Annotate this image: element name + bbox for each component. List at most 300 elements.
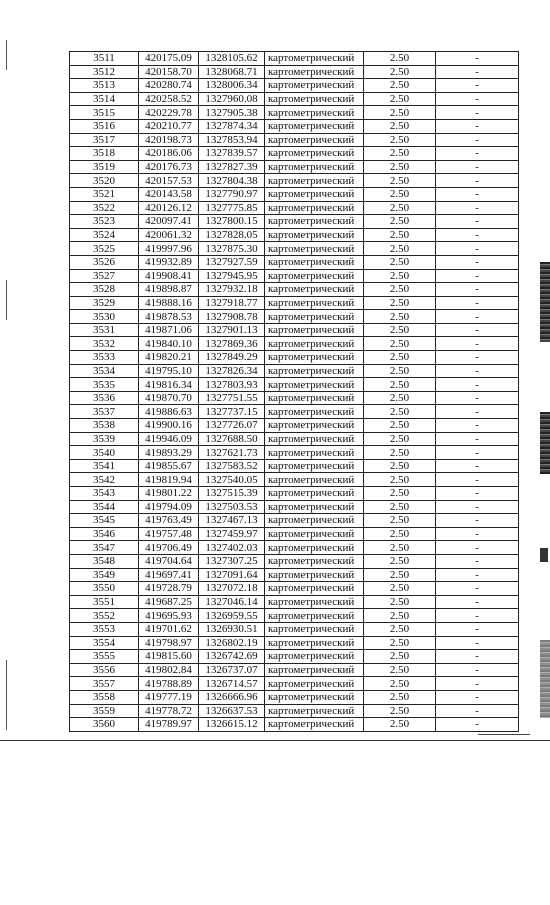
cell-method: картометрический xyxy=(265,391,364,405)
cell-method: картометрический xyxy=(265,636,364,650)
cell-point-number: 3535 xyxy=(70,378,139,392)
cell-accuracy: 2.50 xyxy=(364,554,436,568)
cell-point-number: 3525 xyxy=(70,242,139,256)
cell-x-coordinate: 420158.70 xyxy=(139,65,199,79)
cell-y-coordinate: 1327828.05 xyxy=(199,228,265,242)
cell-accuracy: 2.50 xyxy=(364,527,436,541)
cell-x-coordinate: 419816.34 xyxy=(139,378,199,392)
cell-y-coordinate: 1327918.77 xyxy=(199,296,265,310)
cell-x-coordinate: 419855.67 xyxy=(139,459,199,473)
cell-point-number: 3526 xyxy=(70,255,139,269)
cell-method: картометрический xyxy=(265,92,364,106)
cell-x-coordinate: 420126.12 xyxy=(139,201,199,215)
cell-accuracy: 2.50 xyxy=(364,52,436,66)
cell-y-coordinate: 1327515.39 xyxy=(199,487,265,501)
cell-note: - xyxy=(436,79,519,93)
cell-x-coordinate: 419763.49 xyxy=(139,514,199,528)
cell-x-coordinate: 420143.58 xyxy=(139,187,199,201)
cell-accuracy: 2.50 xyxy=(364,351,436,365)
table-row xyxy=(70,500,519,514)
cell-point-number: 3548 xyxy=(70,554,139,568)
cell-point-number: 3520 xyxy=(70,174,139,188)
cell-point-number: 3546 xyxy=(70,527,139,541)
cell-accuracy: 2.50 xyxy=(364,690,436,704)
cell-accuracy: 2.50 xyxy=(364,201,436,215)
cell-note: - xyxy=(436,147,519,161)
table-row xyxy=(70,133,519,147)
cell-x-coordinate: 419695.93 xyxy=(139,609,199,623)
cell-accuracy: 2.50 xyxy=(364,242,436,256)
cell-note: - xyxy=(436,310,519,324)
cell-accuracy: 2.50 xyxy=(364,391,436,405)
table-row xyxy=(70,79,519,93)
cell-method: картометрический xyxy=(265,419,364,433)
cell-method: картометрический xyxy=(265,337,364,351)
cell-note: - xyxy=(436,65,519,79)
table-row xyxy=(70,527,519,541)
cell-x-coordinate: 420198.73 xyxy=(139,133,199,147)
cell-note: - xyxy=(436,432,519,446)
cell-note: - xyxy=(436,419,519,433)
table-row xyxy=(70,690,519,704)
cell-x-coordinate: 419701.62 xyxy=(139,622,199,636)
cell-y-coordinate: 1327908.78 xyxy=(199,310,265,324)
table-row xyxy=(70,215,519,229)
cell-method: картометрический xyxy=(265,459,364,473)
cell-y-coordinate: 1327540.05 xyxy=(199,473,265,487)
table-row xyxy=(70,65,519,79)
cell-point-number: 3549 xyxy=(70,568,139,582)
cell-accuracy: 2.50 xyxy=(364,677,436,691)
table-row xyxy=(70,351,519,365)
cell-y-coordinate: 1327046.14 xyxy=(199,595,265,609)
cell-method: картометрический xyxy=(265,174,364,188)
cell-y-coordinate: 1327869.36 xyxy=(199,337,265,351)
cell-y-coordinate: 1327905.38 xyxy=(199,106,265,120)
table-row xyxy=(70,364,519,378)
cell-y-coordinate: 1327945.95 xyxy=(199,269,265,283)
cell-method: картометрический xyxy=(265,228,364,242)
cell-y-coordinate: 1328006.34 xyxy=(199,79,265,93)
table-row xyxy=(70,405,519,419)
cell-accuracy: 2.50 xyxy=(364,446,436,460)
cell-x-coordinate: 420258.52 xyxy=(139,92,199,106)
table-row xyxy=(70,432,519,446)
cell-y-coordinate: 1327467.13 xyxy=(199,514,265,528)
cell-point-number: 3553 xyxy=(70,622,139,636)
cell-method: картометрический xyxy=(265,133,364,147)
cell-x-coordinate: 419778.72 xyxy=(139,704,199,718)
table-row xyxy=(70,568,519,582)
cell-x-coordinate: 419687.25 xyxy=(139,595,199,609)
table-row xyxy=(70,419,519,433)
cell-accuracy: 2.50 xyxy=(364,595,436,609)
cell-method: картометрический xyxy=(265,160,364,174)
cell-y-coordinate: 1326737.07 xyxy=(199,663,265,677)
cell-accuracy: 2.50 xyxy=(364,296,436,310)
cell-accuracy: 2.50 xyxy=(364,473,436,487)
cell-note: - xyxy=(436,323,519,337)
cell-x-coordinate: 420157.53 xyxy=(139,174,199,188)
table-row xyxy=(70,718,519,732)
cell-accuracy: 2.50 xyxy=(364,79,436,93)
cell-x-coordinate: 419819.94 xyxy=(139,473,199,487)
cell-method: картометрический xyxy=(265,650,364,664)
cell-method: картометрический xyxy=(265,595,364,609)
cell-accuracy: 2.50 xyxy=(364,609,436,623)
cell-y-coordinate: 1327853.94 xyxy=(199,133,265,147)
table-row xyxy=(70,255,519,269)
cell-point-number: 3543 xyxy=(70,487,139,501)
page-divider xyxy=(0,740,550,741)
cell-y-coordinate: 1327726.07 xyxy=(199,419,265,433)
cell-method: картометрический xyxy=(265,364,364,378)
cell-accuracy: 2.50 xyxy=(364,364,436,378)
cell-note: - xyxy=(436,364,519,378)
cell-x-coordinate: 419870.70 xyxy=(139,391,199,405)
cell-note: - xyxy=(436,269,519,283)
coordinates-table-body xyxy=(70,52,519,732)
cell-method: картометрический xyxy=(265,541,364,555)
cell-note: - xyxy=(436,663,519,677)
cell-note: - xyxy=(436,554,519,568)
cell-y-coordinate: 1326742.69 xyxy=(199,650,265,664)
cell-note: - xyxy=(436,677,519,691)
cell-y-coordinate: 1327827.39 xyxy=(199,160,265,174)
cell-method: картометрический xyxy=(265,255,364,269)
cell-note: - xyxy=(436,622,519,636)
cell-y-coordinate: 1327849.29 xyxy=(199,351,265,365)
cell-point-number: 3517 xyxy=(70,133,139,147)
table-row xyxy=(70,160,519,174)
cell-accuracy: 2.50 xyxy=(364,514,436,528)
cell-y-coordinate: 1326666.96 xyxy=(199,690,265,704)
cell-method: картометрический xyxy=(265,351,364,365)
cell-y-coordinate: 1326637.53 xyxy=(199,704,265,718)
cell-note: - xyxy=(436,174,519,188)
table-row xyxy=(70,174,519,188)
cell-y-coordinate: 1327901.13 xyxy=(199,323,265,337)
cell-method: картометрический xyxy=(265,432,364,446)
cell-y-coordinate: 1327874.34 xyxy=(199,119,265,133)
cell-y-coordinate: 1327775.85 xyxy=(199,201,265,215)
cell-point-number: 3534 xyxy=(70,364,139,378)
cell-point-number: 3537 xyxy=(70,405,139,419)
cell-method: картометрический xyxy=(265,296,364,310)
cell-note: - xyxy=(436,473,519,487)
cell-y-coordinate: 1327932.18 xyxy=(199,283,265,297)
table-row xyxy=(70,242,519,256)
cell-note: - xyxy=(436,187,519,201)
cell-accuracy: 2.50 xyxy=(364,255,436,269)
table-row xyxy=(70,106,519,120)
cell-accuracy: 2.50 xyxy=(364,459,436,473)
cell-note: - xyxy=(436,582,519,596)
cell-x-coordinate: 420186.06 xyxy=(139,147,199,161)
cell-y-coordinate: 1327402.03 xyxy=(199,541,265,555)
cell-method: картометрический xyxy=(265,514,364,528)
cell-accuracy: 2.50 xyxy=(364,160,436,174)
table-row xyxy=(70,391,519,405)
table-row xyxy=(70,323,519,337)
cell-method: картометрический xyxy=(265,704,364,718)
cell-point-number: 3541 xyxy=(70,459,139,473)
cell-y-coordinate: 1327790.97 xyxy=(199,187,265,201)
table-row xyxy=(70,147,519,161)
table-row xyxy=(70,228,519,242)
cell-method: картометрический xyxy=(265,79,364,93)
cell-point-number: 3545 xyxy=(70,514,139,528)
table-row xyxy=(70,663,519,677)
cell-point-number: 3518 xyxy=(70,147,139,161)
cell-x-coordinate: 419932.89 xyxy=(139,255,199,269)
cell-x-coordinate: 419886.63 xyxy=(139,405,199,419)
cell-x-coordinate: 420229.78 xyxy=(139,106,199,120)
cell-point-number: 3533 xyxy=(70,351,139,365)
cell-y-coordinate: 1326802.19 xyxy=(199,636,265,650)
scan-margin-mark xyxy=(6,280,7,320)
cell-point-number: 3556 xyxy=(70,663,139,677)
cell-x-coordinate: 420175.09 xyxy=(139,52,199,66)
cell-method: картометрический xyxy=(265,487,364,501)
cell-accuracy: 2.50 xyxy=(364,378,436,392)
cell-point-number: 3551 xyxy=(70,595,139,609)
cell-point-number: 3547 xyxy=(70,541,139,555)
cell-point-number: 3513 xyxy=(70,79,139,93)
cell-accuracy: 2.50 xyxy=(364,541,436,555)
cell-x-coordinate: 420061.32 xyxy=(139,228,199,242)
cell-accuracy: 2.50 xyxy=(364,622,436,636)
cell-y-coordinate: 1327804.38 xyxy=(199,174,265,188)
cell-method: картометрический xyxy=(265,52,364,66)
cell-point-number: 3511 xyxy=(70,52,139,66)
cell-y-coordinate: 1327307.25 xyxy=(199,554,265,568)
table-row xyxy=(70,201,519,215)
cell-y-coordinate: 1326714.57 xyxy=(199,677,265,691)
cell-note: - xyxy=(436,391,519,405)
cell-x-coordinate: 419788.89 xyxy=(139,677,199,691)
cell-x-coordinate: 419908.41 xyxy=(139,269,199,283)
cell-y-coordinate: 1327803.93 xyxy=(199,378,265,392)
cell-point-number: 3552 xyxy=(70,609,139,623)
cell-x-coordinate: 419789.97 xyxy=(139,718,199,732)
cell-note: - xyxy=(436,636,519,650)
cell-note: - xyxy=(436,52,519,66)
table-row xyxy=(70,378,519,392)
cell-y-coordinate: 1327091.64 xyxy=(199,568,265,582)
cell-point-number: 3558 xyxy=(70,690,139,704)
table-row xyxy=(70,52,519,66)
cell-note: - xyxy=(436,568,519,582)
scan-edge-speck xyxy=(540,548,548,562)
cell-x-coordinate: 420210.77 xyxy=(139,119,199,133)
table-row xyxy=(70,459,519,473)
cell-point-number: 3515 xyxy=(70,106,139,120)
cell-point-number: 3560 xyxy=(70,718,139,732)
cell-method: картометрический xyxy=(265,690,364,704)
cell-accuracy: 2.50 xyxy=(364,133,436,147)
cell-y-coordinate: 1327826.34 xyxy=(199,364,265,378)
table-row xyxy=(70,296,519,310)
cell-method: картометрический xyxy=(265,65,364,79)
cell-x-coordinate: 419757.48 xyxy=(139,527,199,541)
cell-note: - xyxy=(436,337,519,351)
table-row xyxy=(70,473,519,487)
cell-method: картометрический xyxy=(265,106,364,120)
cell-note: - xyxy=(436,133,519,147)
table-row xyxy=(70,446,519,460)
cell-accuracy: 2.50 xyxy=(364,147,436,161)
cell-note: - xyxy=(436,405,519,419)
cell-accuracy: 2.50 xyxy=(364,636,436,650)
cell-method: картометрический xyxy=(265,283,364,297)
cell-point-number: 3539 xyxy=(70,432,139,446)
cell-note: - xyxy=(436,228,519,242)
cell-accuracy: 2.50 xyxy=(364,323,436,337)
cell-point-number: 3522 xyxy=(70,201,139,215)
cell-accuracy: 2.50 xyxy=(364,582,436,596)
cell-x-coordinate: 419820.21 xyxy=(139,351,199,365)
cell-y-coordinate: 1327839.57 xyxy=(199,147,265,161)
cell-y-coordinate: 1327875.30 xyxy=(199,242,265,256)
cell-accuracy: 2.50 xyxy=(364,568,436,582)
cell-x-coordinate: 419997.96 xyxy=(139,242,199,256)
cell-note: - xyxy=(436,514,519,528)
cell-method: картометрический xyxy=(265,500,364,514)
table-row xyxy=(70,187,519,201)
cell-x-coordinate: 419898.87 xyxy=(139,283,199,297)
cell-note: - xyxy=(436,650,519,664)
cell-y-coordinate: 1327072.18 xyxy=(199,582,265,596)
cell-note: - xyxy=(436,690,519,704)
cell-method: картометрический xyxy=(265,568,364,582)
table-row xyxy=(70,92,519,106)
cell-x-coordinate: 419878.53 xyxy=(139,310,199,324)
cell-method: картометрический xyxy=(265,310,364,324)
cell-point-number: 3514 xyxy=(70,92,139,106)
cell-x-coordinate: 419795.10 xyxy=(139,364,199,378)
cell-point-number: 3544 xyxy=(70,500,139,514)
cell-x-coordinate: 419893.29 xyxy=(139,446,199,460)
cell-y-coordinate: 1327927.59 xyxy=(199,255,265,269)
cell-x-coordinate: 420097.41 xyxy=(139,215,199,229)
cell-accuracy: 2.50 xyxy=(364,487,436,501)
cell-x-coordinate: 419801.22 xyxy=(139,487,199,501)
cell-accuracy: 2.50 xyxy=(364,269,436,283)
cell-y-coordinate: 1326615.12 xyxy=(199,718,265,732)
cell-y-coordinate: 1327688.50 xyxy=(199,432,265,446)
cell-point-number: 3557 xyxy=(70,677,139,691)
cell-accuracy: 2.50 xyxy=(364,228,436,242)
scan-edge-noise xyxy=(540,262,550,342)
cell-x-coordinate: 419802.84 xyxy=(139,663,199,677)
cell-accuracy: 2.50 xyxy=(364,432,436,446)
cell-method: картометрический xyxy=(265,242,364,256)
cell-y-coordinate: 1327459.97 xyxy=(199,527,265,541)
cell-note: - xyxy=(436,609,519,623)
cell-x-coordinate: 419815.60 xyxy=(139,650,199,664)
cell-x-coordinate: 419798.97 xyxy=(139,636,199,650)
cell-x-coordinate: 419946.09 xyxy=(139,432,199,446)
cell-x-coordinate: 419697.41 xyxy=(139,568,199,582)
cell-accuracy: 2.50 xyxy=(364,283,436,297)
cell-accuracy: 2.50 xyxy=(364,119,436,133)
cell-method: картометрический xyxy=(265,201,364,215)
cell-point-number: 3542 xyxy=(70,473,139,487)
cell-x-coordinate: 419840.10 xyxy=(139,337,199,351)
cell-accuracy: 2.50 xyxy=(364,500,436,514)
cell-note: - xyxy=(436,296,519,310)
cell-accuracy: 2.50 xyxy=(364,704,436,718)
cell-accuracy: 2.50 xyxy=(364,718,436,732)
cell-note: - xyxy=(436,215,519,229)
cell-note: - xyxy=(436,106,519,120)
scan-edge-noise xyxy=(540,640,550,718)
cell-accuracy: 2.50 xyxy=(364,65,436,79)
table-row xyxy=(70,595,519,609)
cell-note: - xyxy=(436,242,519,256)
cell-note: - xyxy=(436,351,519,365)
cell-note: - xyxy=(436,378,519,392)
cell-accuracy: 2.50 xyxy=(364,174,436,188)
cell-note: - xyxy=(436,487,519,501)
cell-method: картометрический xyxy=(265,119,364,133)
cell-point-number: 3529 xyxy=(70,296,139,310)
cell-x-coordinate: 420280.74 xyxy=(139,79,199,93)
cell-note: - xyxy=(436,160,519,174)
table-row xyxy=(70,337,519,351)
cell-x-coordinate: 419888.16 xyxy=(139,296,199,310)
cell-point-number: 3524 xyxy=(70,228,139,242)
cell-point-number: 3555 xyxy=(70,650,139,664)
cell-note: - xyxy=(436,459,519,473)
cell-point-number: 3512 xyxy=(70,65,139,79)
cell-method: картометрический xyxy=(265,446,364,460)
table-row xyxy=(70,269,519,283)
cell-accuracy: 2.50 xyxy=(364,310,436,324)
cell-method: картометрический xyxy=(265,663,364,677)
table-row xyxy=(70,636,519,650)
cell-method: картометрический xyxy=(265,527,364,541)
cell-method: картометрический xyxy=(265,554,364,568)
cell-accuracy: 2.50 xyxy=(364,92,436,106)
cell-y-coordinate: 1327583.52 xyxy=(199,459,265,473)
cell-note: - xyxy=(436,201,519,215)
coordinates-table xyxy=(69,51,519,732)
cell-method: картометрический xyxy=(265,622,364,636)
cell-y-coordinate: 1327503.53 xyxy=(199,500,265,514)
table-row xyxy=(70,677,519,691)
cell-method: картометрический xyxy=(265,215,364,229)
table-row xyxy=(70,582,519,596)
table-row xyxy=(70,283,519,297)
cell-note: - xyxy=(436,255,519,269)
cell-accuracy: 2.50 xyxy=(364,405,436,419)
cell-x-coordinate: 419706.49 xyxy=(139,541,199,555)
cell-accuracy: 2.50 xyxy=(364,419,436,433)
cell-y-coordinate: 1326930.51 xyxy=(199,622,265,636)
cell-point-number: 3531 xyxy=(70,323,139,337)
scan-margin-mark xyxy=(6,660,7,730)
cell-point-number: 3528 xyxy=(70,283,139,297)
cell-y-coordinate: 1327960.08 xyxy=(199,92,265,106)
cell-y-coordinate: 1328068.71 xyxy=(199,65,265,79)
cell-method: картометрический xyxy=(265,718,364,732)
cell-note: - xyxy=(436,704,519,718)
cell-method: картометрический xyxy=(265,378,364,392)
cell-note: - xyxy=(436,527,519,541)
cell-point-number: 3550 xyxy=(70,582,139,596)
